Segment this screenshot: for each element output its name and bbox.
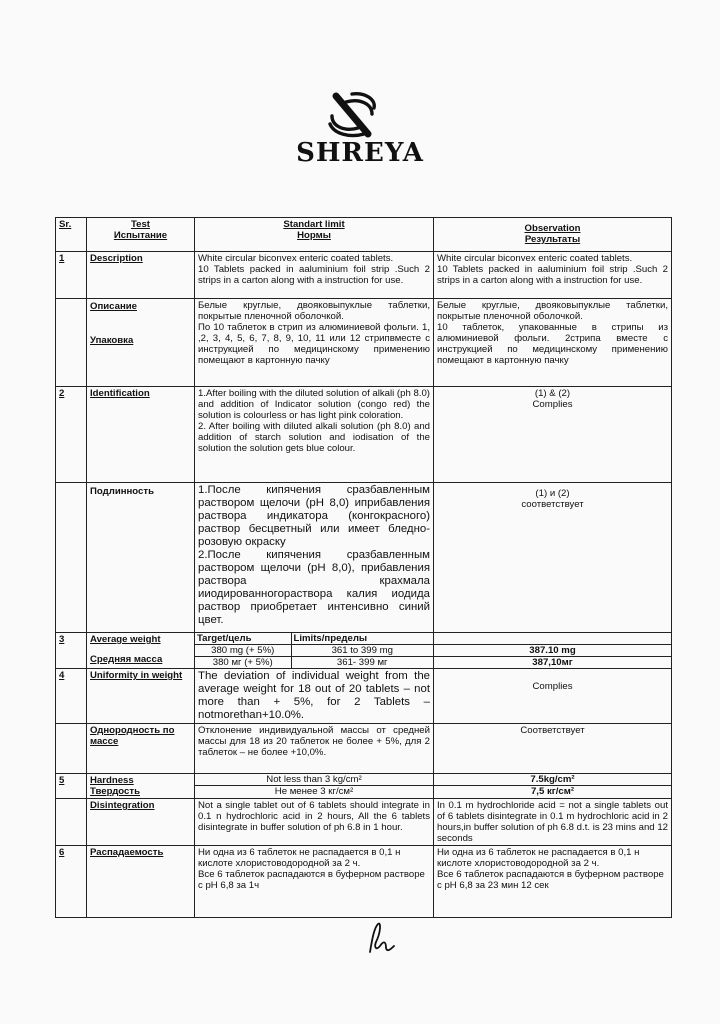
table-row [56,724,672,774]
observation: Белые круглые, двояковыпуклые таблетки, покрытые пленочной оболочкой. 10 таблеток, упакованные в стрипы из алюминиевой фольги. 2стрипа вместе с инструкцией по медицинскому применению помещают в картонную пачку [434,299,672,387]
column-header-test: Test Испытание [87,218,195,252]
test-name: Hardness [90,775,134,786]
test-name: Распадаемость [87,846,195,918]
target-header: Target/цель [195,633,291,645]
observation: Complies [434,669,672,724]
standard-limit: Отклонение индивидуальной массы от средней массы для 18 из 20 таблеток не более + 5%, для 2 таблеток – не более +10,0%. [195,724,434,774]
observation: 7.5kg/cm² [434,774,671,786]
table-row [56,846,672,918]
observation: Ни одна из 6 таблеток не распадается в 0,1 н кислоте хлористоводородной за 2 ч. Все 6 таблеток распадаются в буферном растворе с рН 6,8 за 23 мин 12 сек [434,846,672,918]
observation: White circular biconvex enteric coated tablets. 10 Tablets packed in aaluminium foil strip .Such 2 strips in a carton along with a instruction for use. [434,252,672,299]
shreya-logo-icon [322,90,382,140]
row-number: 6 [56,846,87,918]
table-header-row [56,218,672,252]
standard-limit: Белые круглые, двояковыпуклые таблетки, покрытые пленочной оболочкой. По 10 таблеток в стрип из алюминиевой фольги. 1, ,2, 3, 4, 5, 6, 7, 8, 9, 10, 11 или 12 стрипвместе с инструкцией по медицинскому применению помещают в картонную пачку [195,299,434,387]
standard-limit: Not a single tablet out of 6 tablets should integrate in 0.1 n hydrochloric acid in 2 hours, All the 6 tablets disintegrate in buffer solution of ph 6.8 in 1 hour. [195,799,434,846]
column-header-sr: Sr. [56,218,87,252]
test-name: Упаковка [90,335,134,346]
table-row [56,633,672,669]
limits-value: 361 to 399 mg [291,645,433,657]
table-row [56,669,672,724]
row-number: 5 [56,774,87,799]
test-name: Description [87,252,195,299]
observation: In 0.1 m hydrochloride acid = not a single tablets out of 6 tablets disintegrate in 0.1 m hydrochloric acid in 2 hours,in buffer solution of ph 6.8 d.t. is 23 mins and 12 seconds [434,799,672,846]
standard-limit: Не менее 3 кг/см² [274,786,354,797]
test-name: Однородность по массе [87,724,195,774]
table-row [56,799,672,846]
standard-limit: Ни одна из 6 таблеток не распадается в 0,1 н кислоте хлористоводородной за 2 ч. Все 6 таблеток распадаются в буферном растворе с рН 6,8 за 1ч [195,846,434,918]
test-name: Identification [87,387,195,483]
standard-limit: The deviation of individual weight from the average weight for 18 out of 20 tablets – not more than + 5%, for 2 Tablets – notmorethan+10.0%. [195,669,434,724]
signature-icon [362,918,402,958]
standard-limit: White circular biconvex enteric coated tablets. 10 Tablets packed in aaluminium foil strip .Such 2 strips in a carton along with a instruction for use. [195,252,434,299]
test-name: Disintegration [87,799,195,846]
test-name: Average weight [90,634,161,645]
test-name: Твердость [90,786,140,797]
standard-limit: 1.После кипячения сразбавленным раствором щелочи (рН 8,0) иприбавления раствора индикатора (конгокрасного) раствор бесцветный или имеет бледно-розовую окраску 2.После кипячения сразбавленным раствором щелочи (рН 8,0), прибавления раствора крахмала ииодированногораствора калия иодида раствор приобретает интенсивно синий цвет. [195,483,434,633]
table-row [56,774,672,799]
table-row [56,387,672,483]
observation: (1) & (2) Complies [434,387,672,483]
observation: 7,5 кг/см² [530,786,575,797]
test-name: Подлинность [87,483,195,633]
test-name: Uniformity in weight [87,669,195,724]
limits-header: Limits/пределы [291,633,433,645]
observation: 387.10 mg [434,645,671,657]
observation: Соответствует [434,724,672,774]
target-value: 380 мг (+ 5%) [212,657,273,668]
table-row [56,299,672,387]
table-row [56,483,672,633]
average-weight-subtable [195,633,433,668]
row-number: 4 [56,669,87,724]
brand-name: SHREYA [296,138,424,168]
standard-limit: 1.After boiling with the diluted solution of alkali (ph 8.0) and addition of Indicator solution (congo red) the solution is colourless or has light pink coloration. 2. After boiling with diluted alkali solution (ph 8.0) and addition of starch solution and iodisation of the solution the solution gets blue colour. [195,387,434,483]
observation: (1) и (2) соответствует [434,483,672,633]
column-header-standard: Standart limit Нормы [195,218,434,252]
observation: 387,10мг [532,657,573,668]
test-name: Средняя масса [90,654,163,665]
row-number: 1 [56,252,87,299]
row-number: 2 [56,387,87,483]
test-name: Описание [90,301,137,312]
standard-limit: Not less than 3 kg/cm² [195,774,433,786]
limits-value: 361- 399 мг [291,657,433,669]
column-header-observation: Observation Результаты [434,218,672,252]
table-row [56,252,672,299]
specification-table [55,217,672,918]
row-number: 3 [56,633,87,669]
target-value: 380 mg (+ 5%) [195,645,291,657]
